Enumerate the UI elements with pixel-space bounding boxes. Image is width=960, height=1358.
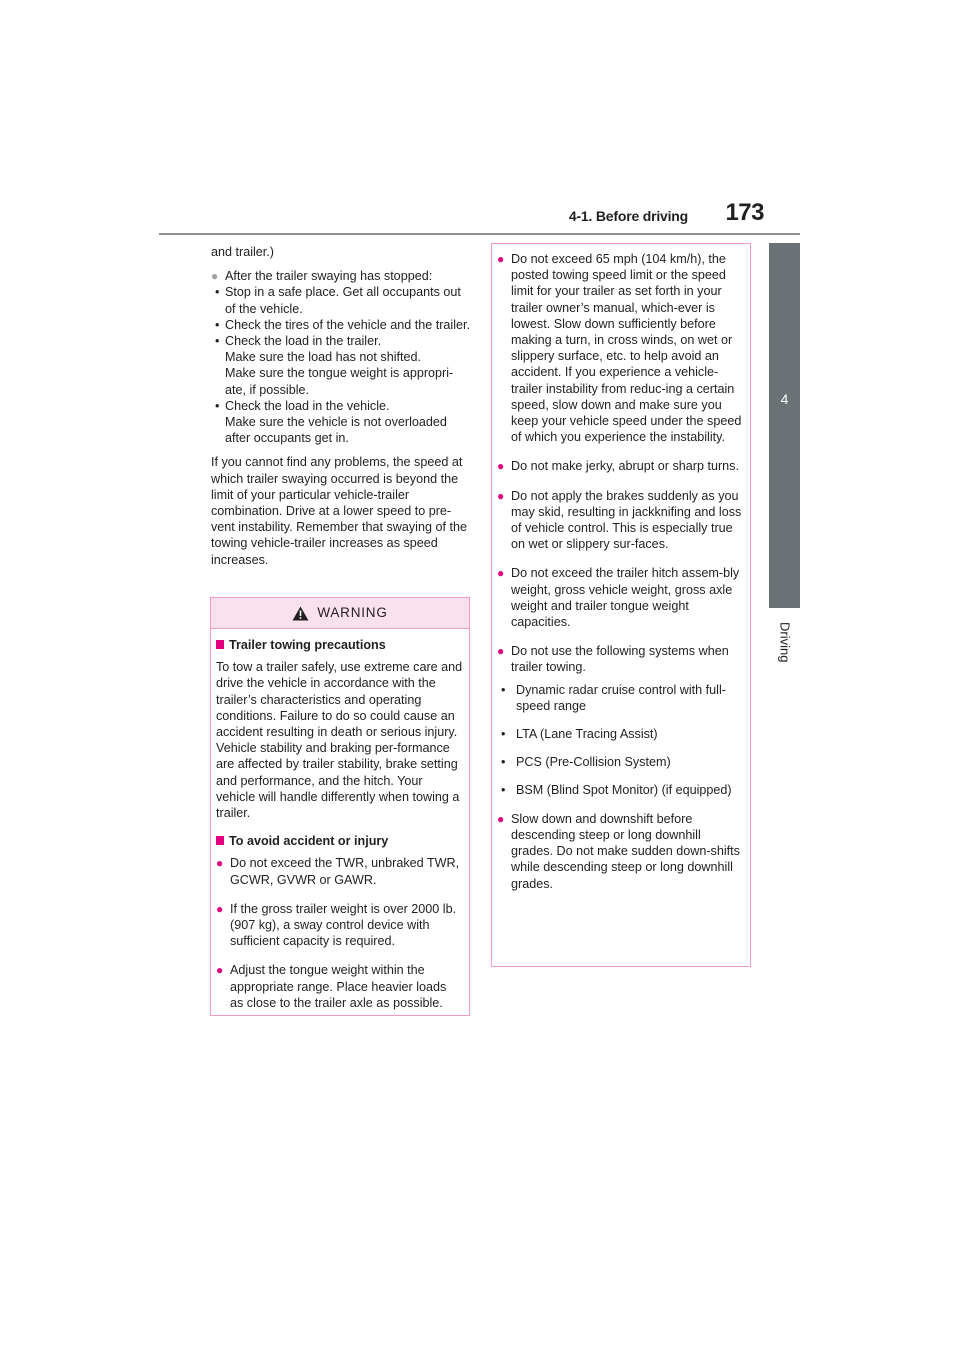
section-heading: Trailer towing precautions [216, 637, 463, 653]
warning-triangle-icon [292, 606, 309, 621]
page-number: 173 [725, 199, 764, 226]
bullet-dot-icon: ● [216, 901, 224, 916]
after-swaying-bullet [211, 268, 473, 284]
bullet-dot-icon: ● [497, 459, 505, 474]
list-note: Make sure the tongue weight is appropri-ate, if possible. [225, 366, 454, 397]
continued-text: and trailer.) [211, 245, 274, 259]
bullet-text: After the trailer swaying has stopped: [225, 269, 433, 284]
bullet-dot-icon: ● [497, 488, 505, 503]
warning-continuation-box [491, 243, 751, 967]
warning-heading: WARNING [317, 604, 388, 620]
list-item: • Check the load in the vehicle. [215, 398, 390, 413]
list-note: Make sure the load has not shifted. [225, 350, 422, 365]
warning-bullet: ● If the gross trailer weight is over 2000 lb. (907 kg), a sway control device with sufficient capacity is required. [216, 901, 457, 949]
bullet-dot-icon: ● [497, 644, 505, 659]
warning-box [210, 597, 470, 1016]
list-item: • Check the tires of the vehicle and the trailer. [215, 317, 471, 332]
warning-continuation-body [492, 244, 750, 892]
chapter-label: Driving [777, 622, 793, 663]
bullet-dot-icon: ● [497, 811, 505, 826]
warning-bullet: ● Do not exceed the trailer hitch assem-bly weight, gross vehicle weight, gross axle weight and trailer tongue weight capacities. [497, 566, 740, 630]
system-list-item: • PCS (Pre-Collision System) [501, 755, 671, 770]
warning-bullet: ● Do not make jerky, abrupt or sharp turns. [497, 459, 739, 474]
closing-paragraph: If you cannot find any problems, the speed at which trailer swaying occurred is beyond the limit of your particular vehicle-trailer combination. Drive at a lower speed to pre-vent instability. Remember that swaying of the towing vehicle-trailer increases as speed increases. [211, 455, 467, 567]
system-list-item: • Dynamic radar cruise control with full-speed range [501, 682, 726, 713]
list-item: • Stop in a safe place. Get all occupants out of the vehicle. [215, 285, 461, 316]
bullet-dot-icon: ● [216, 963, 224, 978]
warning-bullet: ● Do not apply the brakes suddenly as you may skid, resulting in jackknifing and loss of vehicle control. This is especially true on wet or slippery sur-faces. [497, 488, 742, 552]
bullet-dot-icon: ● [216, 856, 224, 871]
bullet-dot-icon: ● [497, 252, 505, 266]
section-title: 4-1. Before driving [568, 208, 688, 224]
warning-bullet: ● Do not use the following systems when trailer towing. [497, 644, 729, 675]
bullet-dot-icon: ● [497, 566, 505, 581]
left-column [211, 244, 473, 576]
section-heading: To avoid accident or injury [216, 833, 463, 849]
list-note: Make sure the vehicle is not overloaded after occupants get in. [225, 415, 447, 446]
warning-bullet: ● Do not exceed the TWR, unbraked TWR, GCWR, GVWR or GAWR. [216, 856, 460, 887]
warning-header [211, 598, 469, 629]
warning-bullet: ● Slow down and downshift before descending steep or long downhill grades. Do not make sudden down-shifts while descending steep or long downhill grades. [497, 811, 740, 891]
warning-body [211, 629, 469, 1011]
system-list-item: • BSM (Blind Spot Monitor) (if equipped) [501, 783, 732, 798]
square-bullet-icon [216, 640, 224, 649]
chapter-tab[interactable] [769, 243, 800, 608]
warning-bullet: ● Do not exceed 65 mph (104 km/h), the posted towing speed limit or the speed limit for your trailer as set forth in your trailer owner’s manual, which-ever is lowest. Slow down sufficiently before making a turn, in cross winds, on wet or slippery surface, etc. to help avoid an accident. If you experience a vehicle-trailer instability from reduc-ing a certain speed, slow down and make sure you keep your vehicle speed under the speed of which you experience the instability. [497, 252, 742, 445]
chapter-number: 4 [780, 391, 789, 407]
header-rule [159, 233, 800, 235]
warning-bullet: ● Adjust the tongue weight within the appropriate range. Place heavier loads as close to the trailer axle as possible. [216, 963, 447, 1010]
square-bullet-icon [216, 836, 224, 845]
system-list-item: • LTA (Lane Tracing Assist) [501, 727, 658, 742]
list-item: • Check the load in the trailer. [215, 334, 382, 349]
section-text: To tow a trailer safely, use extreme care and drive the vehicle in accordance with the trailer’s characteristics and operating conditions. Failure to do so could cause an accident resulting in death or serious injury. Vehicle stability and braking per-formance are affected by trailer stability, brake setting and performance, and the hitch. Your vehicle will handle differently when towing a trailer. [216, 660, 463, 821]
bullet-dot-icon: ● [211, 269, 219, 284]
